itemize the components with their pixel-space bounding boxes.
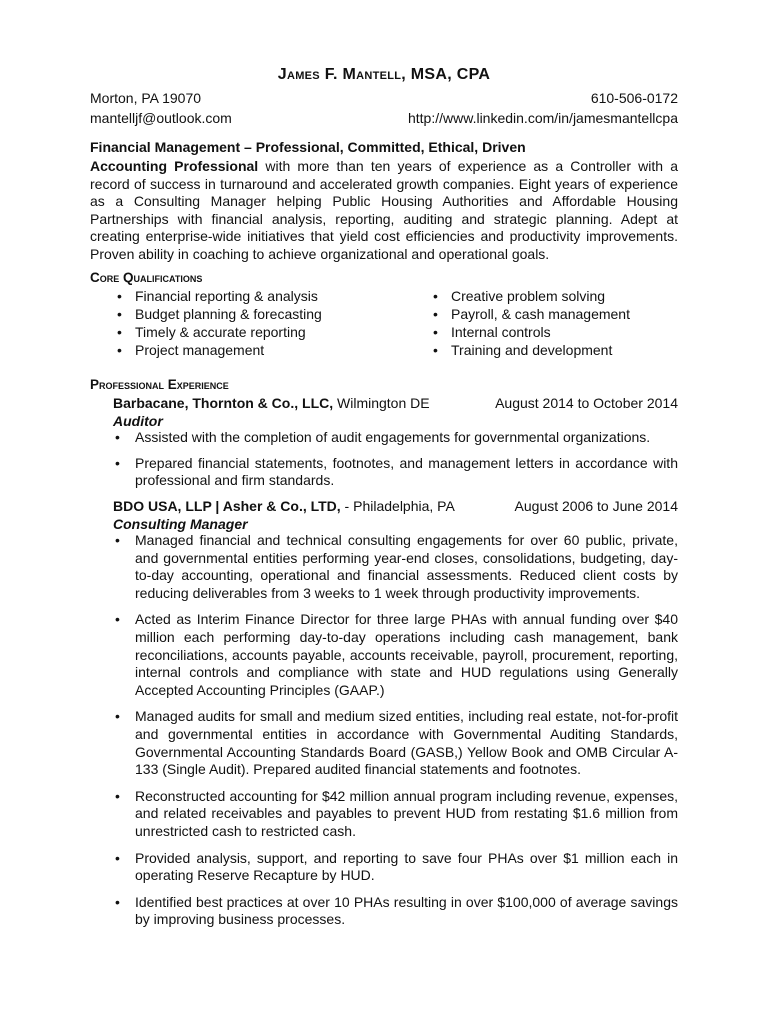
qualification-item: • Timely & accurate reporting [90,323,406,341]
qualification-item: • Budget planning & forecasting [90,305,406,323]
employer-location: - Philadelphia, PA [340,498,455,514]
job-bullets [113,429,678,490]
summary-lead: Accounting Professional [90,158,259,174]
job-bullet: • Prepared financial statements, footnotes, and management letters in accordance with professional and firm standards. [113,455,678,490]
section-title-core: Core Qualifications [90,270,203,285]
job-dates: August 2006 to June 2014 [514,498,678,514]
job-header [113,394,678,430]
qualifications-right [406,287,630,359]
job-title: Auditor [113,413,163,429]
job-title: Consulting Manager [113,516,248,532]
summary-text: with more than ten years of experience as a Controller with a record of success in turnaround and accelerated growth companies. Eight years of experience as a Consulting Manager helping Public Housing Authorities and Affordable Housing Partnerships with financial analysis, reporting, auditing and strategic planning. Adept at creating enterprise-wide initiatives that yield cost efficiencies and productivity improvements. Proven ability in coaching to achieve organizational and operational goals. [90,158,678,262]
qualification-item: • Creative problem solving [406,287,630,305]
headline: Financial Management – Professional, Committed, Ethical, Driven [90,139,526,155]
job-bullet: • Managed financial and technical consulting engagements for over 60 public, private, and governmental entities performing year-end closes, consolidations, budgeting, day-to-day accounting, operational and financial assessments. Reduced client costs by reducing deliverables from 3 weeks to 1 week through productivity improvements. [113,532,678,602]
employer-name: BDO USA, LLP | Asher & Co., LTD, [113,498,341,514]
qualification-item: • Training and development [406,341,630,359]
job-header [113,497,678,533]
employer-name: Barbacane, Thornton & Co., LLC, [113,395,334,411]
job-dates: August 2014 to October 2014 [495,395,678,411]
core-qualifications [90,269,678,359]
linkedin-link[interactable]: http://www.linkedin.com/in/jamesmantellcpa [407,110,678,126]
experience-title-text: Professional Experience [90,377,229,392]
employer-location: Wilmington DE [333,395,430,411]
job-bullet: • Acted as Interim Finance Director for three large PHAs with annual funding over $40 million each performing day-to-day operations including cash management, bank reconciliations, accounts payable, accounts receivable, payroll, procurement, reporting, internal controls and compliance with state and HUD regulations using Generally Accepted Accounting Principles (GAAP.) [113,611,678,699]
email[interactable]: mantelljf@outlook.com [90,110,232,126]
summary-paragraph [90,158,678,264]
section-title-experience [90,376,678,394]
contact-info [90,88,678,128]
job-bullet: • Assisted with the completion of audit engagements for governmental organizations. [113,429,678,447]
location: Morton, PA 19070 [90,90,202,106]
qualification-item: • Internal controls [406,323,630,341]
job-bullet: • Provided analysis, support, and reporting to save four PHAs over $1 million each in operating Reserve Recapture by HUD. [113,850,678,885]
job-bullet: • Reconstructed accounting for $42 million annual program including revenue, expenses, and related receivables and payables to prevent HUD from restating $1.6 million from unrestricted cash to restricted cash. [113,788,678,841]
summary-section [90,138,678,264]
qualifications-left [90,287,406,359]
phone: 610-506-0172 [590,90,678,106]
job-bullet: • Identified best practices at over 10 PHAs resulting in over $100,000 of average savings by improving business processes. [113,894,678,929]
job-bullets [113,532,678,929]
candidate-name: James F. Mantell, MSA, CPA [277,66,491,83]
qualification-item: • Financial reporting & analysis [90,287,406,305]
qualification-item: • Payroll, & cash management [406,305,630,323]
job-bullet: • Managed audits for small and medium sized entities, including real estate, not-for-profit and governmental entities in accordance with Governmental Auditing Standards, Governmental Accounting Standards Board (GASB,) Yellow Book and OMB Circular A-133 (Single Audit). Prepared audited financial statements and footnotes. [113,708,678,778]
qualification-item: • Project management [90,341,406,359]
